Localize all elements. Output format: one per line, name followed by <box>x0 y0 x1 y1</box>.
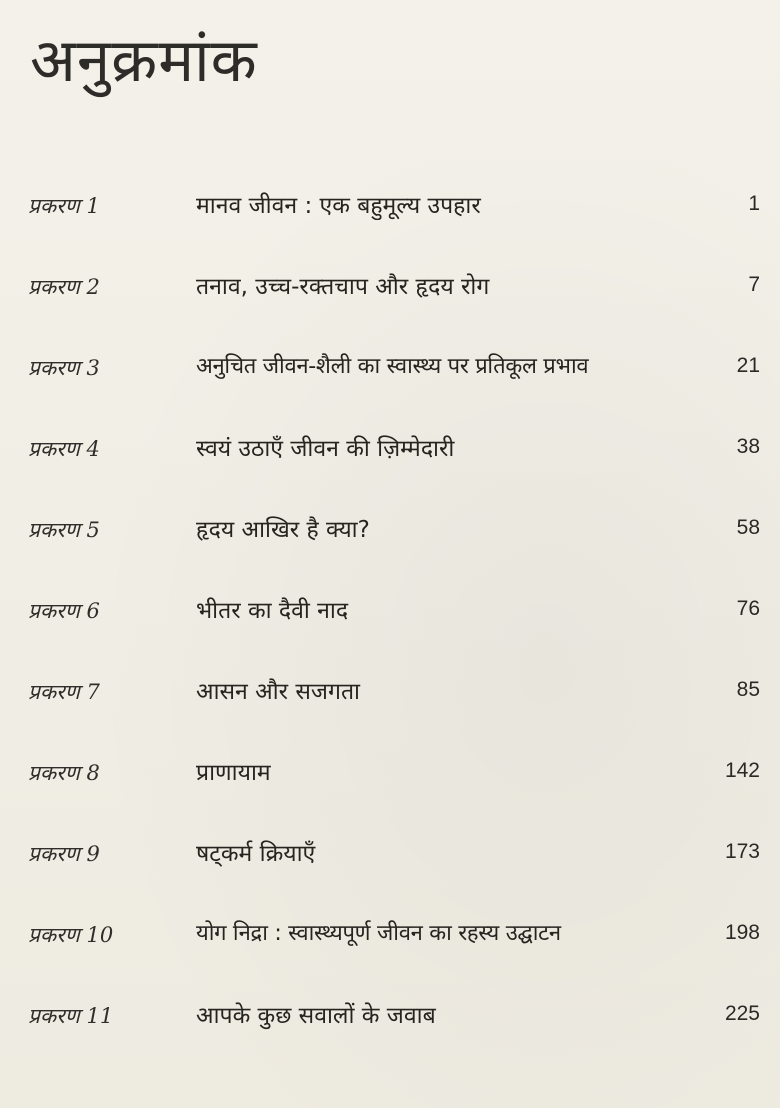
chapter-label: प्रकरण 5 <box>28 518 100 542</box>
chapter-heading: भीतर का दैवी नाद <box>196 598 349 624</box>
chapter-label: प्रकरण 4 <box>28 437 100 461</box>
toc-entry-6 <box>28 583 760 664</box>
page-number: 7 <box>748 273 760 296</box>
chapter-heading: हृदय आखिर है क्या? <box>196 517 370 543</box>
toc-entry-5 <box>28 502 760 583</box>
chapter-heading: आसन और सजगता <box>196 679 361 705</box>
chapter-label: प्रकरण 2 <box>28 275 100 299</box>
toc-entry-7 <box>28 664 760 745</box>
chapter-label: प्रकरण 11 <box>28 1004 114 1028</box>
chapter-label: प्रकरण 10 <box>28 923 114 947</box>
page-number: 21 <box>736 354 760 377</box>
chapter-heading: मानव जीवन : एक बहुमूल्य उपहार <box>196 193 481 219</box>
toc-entry-11 <box>28 988 760 1069</box>
chapter-label: प्रकरण 9 <box>28 842 100 866</box>
page-number: 38 <box>736 435 760 458</box>
chapter-heading: तनाव, उच्च-रक्तचाप और हृदय रोग <box>196 274 490 300</box>
toc-entry-4 <box>28 421 760 502</box>
chapter-heading: स्वयं उठाएँ जीवन की ज़िम्मेदारी <box>196 436 455 462</box>
chapter-label: प्रकरण 6 <box>28 599 100 623</box>
toc-entry-2 <box>28 259 760 340</box>
page-number: 142 <box>724 759 760 782</box>
page-number: 58 <box>736 516 760 539</box>
chapter-label: प्रकरण 8 <box>28 761 100 785</box>
chapter-heading: योग निद्रा : स्वास्थ्यपूर्ण जीवन का रहस्य उद्घाटन <box>196 921 561 946</box>
chapter-heading: प्राणायाम <box>196 760 271 786</box>
page-title: अनुक्रमांक <box>30 26 258 96</box>
toc-entry-3 <box>28 340 760 421</box>
chapter-heading: षट्कर्म क्रियाएँ <box>196 841 316 867</box>
chapter-label: प्रकरण 3 <box>28 356 100 380</box>
toc-entry-1 <box>28 178 760 259</box>
page-number: 198 <box>724 921 760 944</box>
toc-entry-8 <box>28 745 760 826</box>
page-number: 173 <box>724 840 760 863</box>
page-number: 1 <box>748 192 760 215</box>
table-of-contents <box>28 178 760 1069</box>
page-number: 85 <box>736 678 760 701</box>
chapter-heading: अनुचित जीवन-शैली का स्वास्थ्य पर प्रतिकूल प्रभाव <box>196 354 589 379</box>
chapter-label: प्रकरण 7 <box>28 680 100 704</box>
chapter-label: प्रकरण 1 <box>28 194 100 218</box>
toc-entry-9 <box>28 826 760 907</box>
chapter-heading: आपके कुछ सवालों के जवाब <box>196 1003 436 1029</box>
page-number: 76 <box>736 597 760 620</box>
page-number: 225 <box>724 1002 760 1025</box>
toc-entry-10 <box>28 907 760 988</box>
